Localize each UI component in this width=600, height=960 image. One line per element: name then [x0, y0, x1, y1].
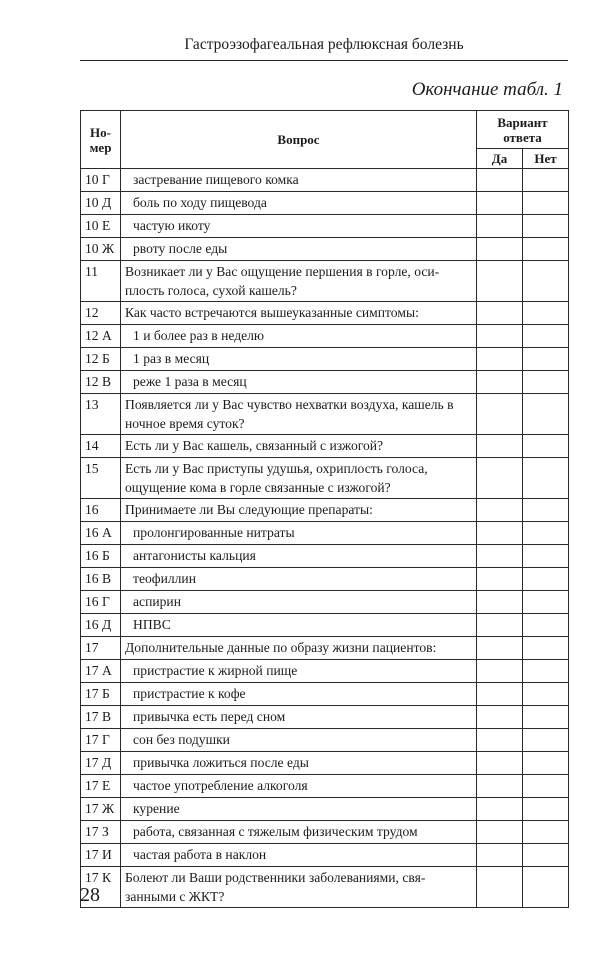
row-number: 17 К [81, 867, 121, 908]
row-number: 12 В [81, 371, 121, 394]
table-row [81, 458, 569, 499]
answer-no-cell[interactable] [523, 192, 569, 215]
answer-no-cell[interactable] [523, 371, 569, 394]
row-number: 12 Б [81, 348, 121, 371]
answer-yes-cell[interactable] [477, 545, 523, 568]
table-row [81, 215, 569, 238]
table-row [81, 798, 569, 821]
row-question: Принимаете ли Вы следующие препараты: [121, 499, 477, 522]
answer-yes-cell[interactable] [477, 568, 523, 591]
table-row [81, 660, 569, 683]
row-number: 17 З [81, 821, 121, 844]
row-number: 16 [81, 499, 121, 522]
answer-yes-cell[interactable] [477, 706, 523, 729]
row-question: боль по ходу пищевода [121, 192, 477, 215]
row-number: 17 Д [81, 752, 121, 775]
row-number: 12 А [81, 325, 121, 348]
table-row [81, 637, 569, 660]
table-caption: Окончание табл. 1 [411, 79, 563, 100]
table-row [81, 348, 569, 371]
table-row [81, 371, 569, 394]
row-question: НПВС [121, 614, 477, 637]
answer-yes-cell[interactable] [477, 192, 523, 215]
row-number: 14 [81, 435, 121, 458]
answer-no-cell[interactable] [523, 821, 569, 844]
row-number: 10 Ж [81, 238, 121, 261]
row-question: застревание пищевого комка [121, 169, 477, 192]
row-question: рвоту после еды [121, 238, 477, 261]
row-number: 17 Ж [81, 798, 121, 821]
table-row [81, 261, 569, 302]
table-row [81, 435, 569, 458]
answer-no-cell[interactable] [523, 683, 569, 706]
row-number: 12 [81, 302, 121, 325]
answer-no-cell[interactable] [523, 325, 569, 348]
answer-no-cell[interactable] [523, 302, 569, 325]
table-row [81, 302, 569, 325]
answer-no-cell[interactable] [523, 591, 569, 614]
row-number: 16 А [81, 522, 121, 545]
answer-no-cell[interactable] [523, 867, 569, 908]
row-number: 17 И [81, 844, 121, 867]
table-row [81, 522, 569, 545]
answer-yes-cell[interactable] [477, 458, 523, 499]
row-question: теофиллин [121, 568, 477, 591]
row-question: Появляется ли у Вас чувство нехватки воздуха, кашель в ночное время суток? [121, 394, 477, 435]
row-number: 13 [81, 394, 121, 435]
answer-no-cell[interactable] [523, 844, 569, 867]
row-number: 17 В [81, 706, 121, 729]
header-yes: Да [477, 149, 523, 169]
answer-yes-cell[interactable] [477, 867, 523, 908]
answer-no-cell[interactable] [523, 660, 569, 683]
answer-no-cell[interactable] [523, 545, 569, 568]
row-question: антагонисты кальция [121, 545, 477, 568]
row-question: Болеют ли Ваши родственники заболеваниями, свя-занными с ЖКТ? [121, 867, 477, 908]
table-row [81, 683, 569, 706]
answer-no-cell[interactable] [523, 435, 569, 458]
answer-no-cell[interactable] [523, 394, 569, 435]
answer-yes-cell[interactable] [477, 729, 523, 752]
table-body [81, 169, 569, 908]
answer-yes-cell[interactable] [477, 238, 523, 261]
answer-no-cell[interactable] [523, 729, 569, 752]
answer-no-cell[interactable] [523, 614, 569, 637]
answer-no-cell[interactable] [523, 261, 569, 302]
row-question: пристрастие к жирной пище [121, 660, 477, 683]
header-question: Вопрос [121, 111, 477, 169]
row-question: 1 раз в месяц [121, 348, 477, 371]
row-number: 16 В [81, 568, 121, 591]
row-number: 17 А [81, 660, 121, 683]
answer-yes-cell[interactable] [477, 637, 523, 660]
table-row [81, 729, 569, 752]
answer-yes-cell[interactable] [477, 660, 523, 683]
header-no: Нет [523, 149, 569, 169]
answer-no-cell[interactable] [523, 215, 569, 238]
answer-yes-cell[interactable] [477, 775, 523, 798]
table-row [81, 706, 569, 729]
table-row [81, 591, 569, 614]
row-number: 17 Г [81, 729, 121, 752]
table-row [81, 844, 569, 867]
answer-yes-cell[interactable] [477, 371, 523, 394]
page-number: 28 [80, 884, 100, 906]
answer-no-cell[interactable] [523, 522, 569, 545]
table-row [81, 192, 569, 215]
row-number: 16 Б [81, 545, 121, 568]
row-number: 11 [81, 261, 121, 302]
table-row [81, 325, 569, 348]
row-question: реже 1 раза в месяц [121, 371, 477, 394]
answer-no-cell[interactable] [523, 499, 569, 522]
answer-no-cell[interactable] [523, 568, 569, 591]
answer-yes-cell[interactable] [477, 798, 523, 821]
answer-yes-cell[interactable] [477, 499, 523, 522]
table-row [81, 821, 569, 844]
answer-no-cell[interactable] [523, 706, 569, 729]
table-row [81, 752, 569, 775]
row-number: 16 Д [81, 614, 121, 637]
row-question: курение [121, 798, 477, 821]
row-question: привычка есть перед сном [121, 706, 477, 729]
header-number: Но- мер [81, 111, 121, 169]
row-question: аспирин [121, 591, 477, 614]
answer-no-cell[interactable] [523, 348, 569, 371]
answer-yes-cell[interactable] [477, 302, 523, 325]
table-row [81, 775, 569, 798]
answer-yes-cell[interactable] [477, 522, 523, 545]
row-question: частое употребление алкоголя [121, 775, 477, 798]
running-head: Гастроэзофагеальная рефлюксная болезнь [184, 36, 464, 53]
row-number: 10 Е [81, 215, 121, 238]
row-question: Дополнительные данные по образу жизни пациентов: [121, 637, 477, 660]
answer-no-cell[interactable] [523, 637, 569, 660]
row-question: привычка ложиться после еды [121, 752, 477, 775]
row-number: 15 [81, 458, 121, 499]
answer-yes-cell[interactable] [477, 683, 523, 706]
row-number: 17 [81, 637, 121, 660]
questionnaire-table [80, 110, 569, 908]
answer-no-cell[interactable] [523, 238, 569, 261]
table-row [81, 867, 569, 908]
answer-yes-cell[interactable] [477, 821, 523, 844]
row-number: 17 Б [81, 683, 121, 706]
row-question: Есть ли у Вас кашель, связанный с изжогой? [121, 435, 477, 458]
answer-yes-cell[interactable] [477, 325, 523, 348]
row-number: 10 Г [81, 169, 121, 192]
row-question: частая работа в наклон [121, 844, 477, 867]
table-row [81, 238, 569, 261]
answer-no-cell[interactable] [523, 752, 569, 775]
answer-yes-cell[interactable] [477, 435, 523, 458]
answer-yes-cell[interactable] [477, 394, 523, 435]
answer-no-cell[interactable] [523, 798, 569, 821]
row-question: Как часто встречаются вышеуказанные симптомы: [121, 302, 477, 325]
answer-yes-cell[interactable] [477, 752, 523, 775]
answer-yes-cell[interactable] [477, 215, 523, 238]
header-answer-group: Вариант ответа [477, 111, 569, 149]
row-question: пристрастие к кофе [121, 683, 477, 706]
row-number: 10 Д [81, 192, 121, 215]
answer-no-cell[interactable] [523, 169, 569, 192]
table-row [81, 568, 569, 591]
answer-no-cell[interactable] [523, 775, 569, 798]
row-question: Есть ли у Вас приступы удушья, охриплость голоса, ощущение кома в горле связанные с изжогой? [121, 458, 477, 499]
answer-no-cell[interactable] [523, 458, 569, 499]
answer-yes-cell[interactable] [477, 844, 523, 867]
row-number: 17 Е [81, 775, 121, 798]
row-question: 1 и более раз в неделю [121, 325, 477, 348]
answer-yes-cell[interactable] [477, 169, 523, 192]
answer-yes-cell[interactable] [477, 348, 523, 371]
row-question: частую икоту [121, 215, 477, 238]
table-row [81, 394, 569, 435]
answer-yes-cell[interactable] [477, 261, 523, 302]
answer-yes-cell[interactable] [477, 591, 523, 614]
row-question: сон без подушки [121, 729, 477, 752]
table-row [81, 614, 569, 637]
table-row [81, 169, 569, 192]
table-row [81, 499, 569, 522]
table-row [81, 545, 569, 568]
row-question: Возникает ли у Вас ощущение першения в горле, оси-плость голоса, сухой кашель? [121, 261, 477, 302]
header-rule [80, 60, 568, 61]
row-question: пролонгированные нитраты [121, 522, 477, 545]
row-question: работа, связанная с тяжелым физическим трудом [121, 821, 477, 844]
row-number: 16 Г [81, 591, 121, 614]
answer-yes-cell[interactable] [477, 614, 523, 637]
